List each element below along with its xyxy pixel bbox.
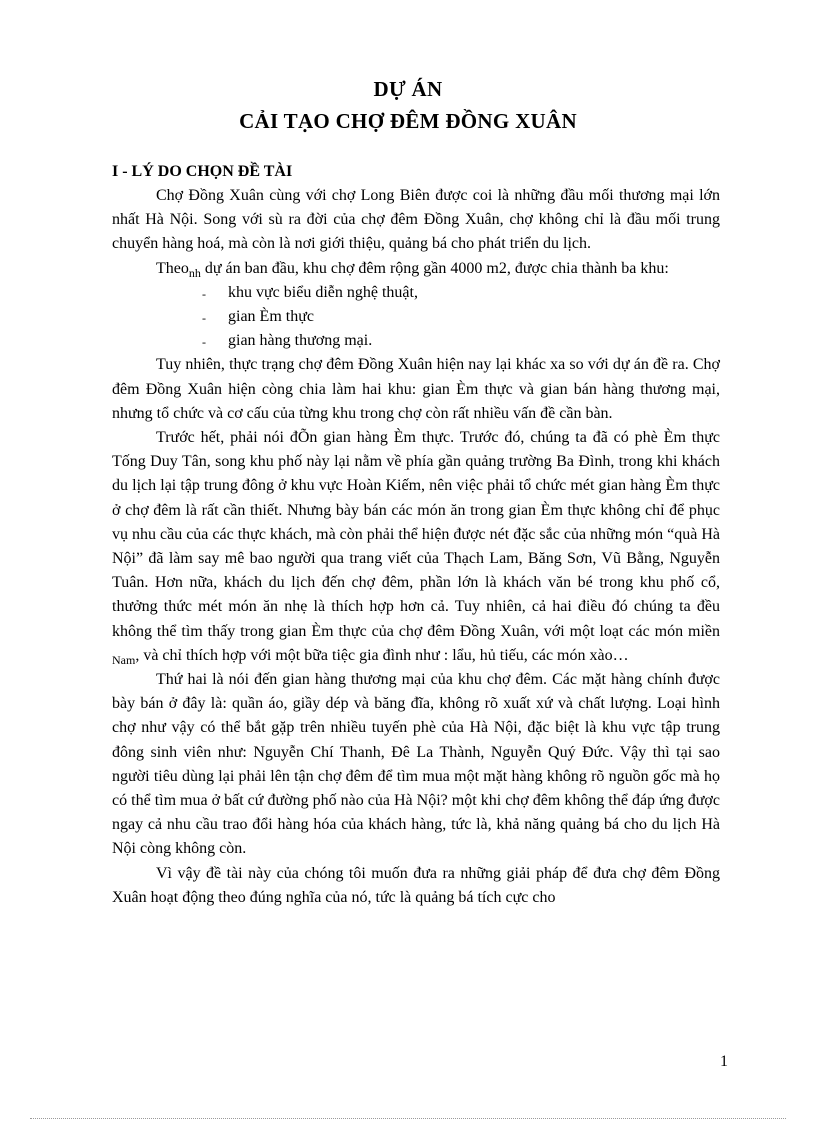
paragraph-4: [112, 426, 720, 668]
body-text: [112, 184, 720, 910]
list-item: [112, 305, 720, 329]
list-item-text: khu vực biểu diễn nghệ thuật,: [228, 283, 418, 301]
paragraph-2-rest: dự án ban đầu, khu chợ đêm rộng gần 4000 m2, được chia thành ba khu:: [200, 259, 669, 277]
bullet-list: [112, 281, 720, 354]
list-item-text: gian hàng thương mại.: [228, 332, 373, 350]
paragraph-3: Tuy nhiên, thực trạng chợ đêm Đồng Xuân hiện nay lại khác xa so với dự án đề ra. Chợ đêm Đồng Xuân hiện còng chia làm hai khu: gian Èm thực và gian bán hàng thương mại, nhưng tổ chức và cơ cấu của từng khu trong chợ còn rất nhiều vấn đề cần bàn.: [112, 356, 720, 422]
bottom-divider: [30, 1118, 786, 1119]
list-item-text: gian Èm thực: [228, 308, 314, 326]
bullet-marker: -: [202, 311, 206, 326]
paragraph-4-end: , và chỉ thích hợp với một bữa tiệc gia đình như : lẩu, hủ tiếu, các món xào…: [135, 646, 629, 664]
document-title-line-2: CẢI TẠO CHỢ ĐÊM ĐỒNG XUÂN: [239, 109, 577, 133]
bullet-marker: -: [202, 286, 206, 301]
section-heading: I - LÝ DO CHỌN ĐỀ TÀI: [112, 163, 293, 180]
paragraph-4-start: Trước hết, phải nói đÕn gian hàng Èm thực. Trước đó, chúng ta đã có phè Èm thực Tống Duy Tân, song khu phố này lại nằm về phía gần quảng trường Ba Đình, trong khi khách du lịch lại tập trung đông ở khu vực Hoàn Kiếm, nên việc phải tổ chức mét gian hàng Èm thực ở chợ đêm là rất cần thiết. Nhưng bày bán các món ăn trong gian Èm thực không chỉ để phục vụ nhu cầu của các thực khách, mà còn phải thể hiện được nét đặc sắc của những món “quà Hà Nội” đã làm say mê bao người qua trang viết của Thạch Lam, Băng Sơn, Vũ Bằng, Nguyễn Tuân. Hơn nữa, khách du lịch đến chợ đêm, phần lớn là khách văn bé trong khu phố cổ, thưởng thức mét món ăn nhẹ là thích hợp hơn cả. Tuy nhiên, cả hai điều đó chúng ta đều không thể tìm thấy trong gian Èm thực của chợ đêm Đồng Xuân, với một loạt các món miền: [112, 429, 721, 640]
paragraph-2-start: Theo: [156, 259, 189, 277]
paragraph-2: [112, 257, 720, 281]
list-item: [112, 281, 720, 305]
list-item: [112, 329, 720, 353]
paragraph-1: Chợ Đồng Xuân cùng với chợ Long Biên được coi là những đầu mối thương mại lớn nhất Hà Nội. Song với sù ra đời của chợ đêm Đồng Xuân, chợ không chỉ là đầu mối trung chuyển hàng hoá, mà còn là nơi giới thiệu, quảng bá cho phát triển du lịch.: [112, 187, 720, 253]
paragraph-4-subscript: Nam: [112, 652, 136, 667]
bullet-marker: -: [202, 335, 206, 350]
paragraph-6: Vì vậy đề tài này của chóng tôi muốn đưa ra những giải pháp để đưa chợ đêm Đồng Xuân hoạt động theo đúng nghĩa của nó, tức là quảng bá tích cực cho: [112, 864, 720, 906]
paragraph-5: Thứ hai là nói đến gian hàng thương mại của khu chợ đêm. Các mặt hàng chính được bày bán ở đây là: quần áo, giầy dép và băng đĩa, không rõ xuất xứ và chất lượng. Loại hình chợ như vậy có thể bắt gặp trên nhiều tuyến phè của Hà Nội, đặc biệt là khu vực tập trung đông sinh viên như: Nguyễn Chí Thanh, Đê La Thành, Nguyễn Quý Đức. Vậy thì tại sao người tiêu dùng lại phải lên tận chợ đêm để tìm mua một mặt hàng không rõ nguồn gốc mà họ có thể tìm mua ở bất cứ đường phố nào của Hà Nội? một khi chợ đêm không thể đáp ứng được ngay cả nhu cầu trao đổi hàng hóa của khách hàng, tức là, khả năng quảng bá cho du lịch Hà Nội còng không còn.: [112, 671, 720, 858]
paragraph-2-subscript: nh: [188, 265, 201, 280]
page-number: 1: [720, 1053, 728, 1070]
document-title-line-1: DỰ ÁN: [373, 77, 443, 101]
